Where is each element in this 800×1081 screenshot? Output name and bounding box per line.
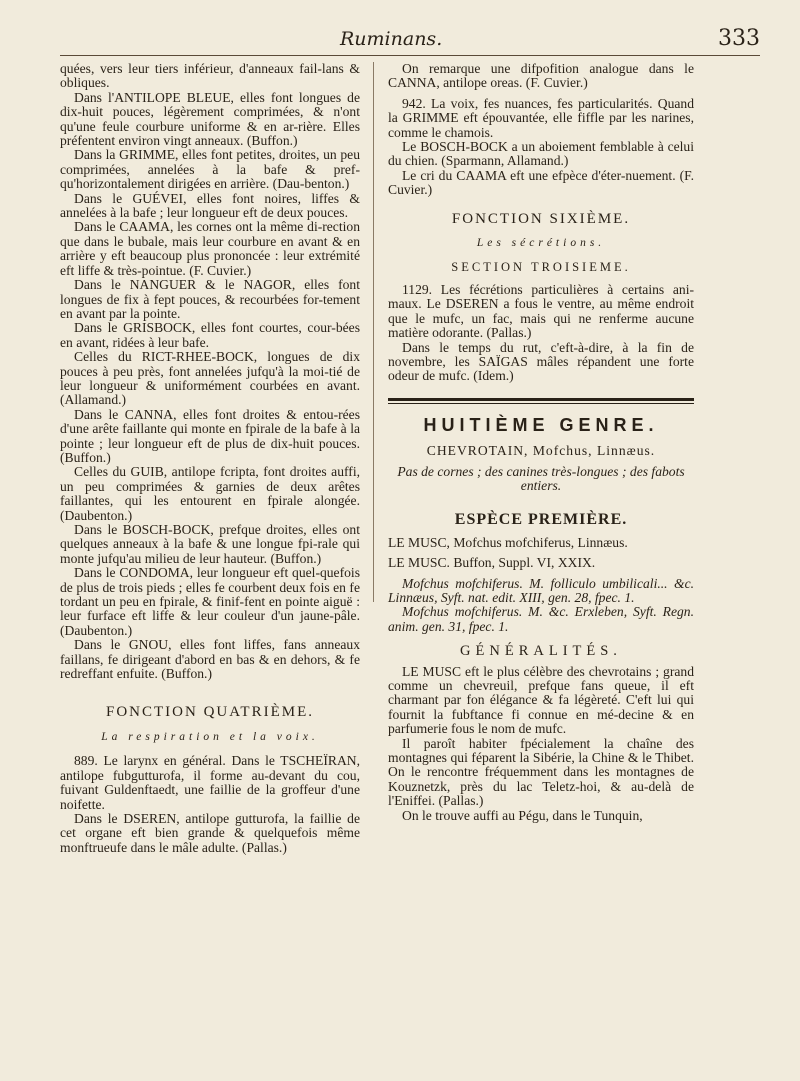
paragraph: Il paroît habiter fpécialement la chaîne des montagnes qui féparent la Sibérie, la Chine & le Thibet. On le rencontre fréquemment dans les montagnes de Kouznetzk, près du lac Teletz-hoi, & au-delà de l'Eniffei. (Pallas.) [388,735,694,809]
paragraph: Dans le BOSCH-BOCK, prefque droites, elles ont quelques anneaux à la bafe & une longue fpi-rale qui monte jufqu'au milieu de leur hauteur. (Buffon.) [60,522,360,566]
paragraph: Dans le GUÉVEI, elles font noires, liffes & annelées à la bafe ; leur longueur eft de deux pouces. [60,190,360,221]
species-synonym: LE MUSC. Buffon, Suppl. VI, XXIX. [388,555,596,571]
paragraph: On le trouve auffi au Pégu, dans le Tunquin, [402,807,643,823]
genus-characters: Pas de cornes ; des canines très-longues ; des fabots entiers. [397,463,685,493]
paragraph: Celles du GUIB, antilope fcripta, font droites auffi, un peu comprimées & garnies de deux arêtes faillantes, qui les entourent en fpirale alongée. (Daubenton.) [60,464,360,523]
genre-heading: HUITIÈME GENRE. [423,414,659,435]
left-column [60,62,360,855]
paragraph: Dans le GRISBOCK, elles font courtes, cour-bées en avant, ridées à leur bafe. [60,320,360,350]
paragraph: Le BOSCH-BOCK a un aboiement femblable à celui du chien. (Sparmann, Allamand.) [388,139,694,169]
paragraph: Dans le DSEREN, antilope gutturofa, la faillie de cet organe eft bien grande & quelquefois même monftrueufe dans le mâle adulte. (Pallas.) [60,810,360,855]
paragraph: 942. La voix, fes nuances, fes particularités. Quand la GRIMME eft épouvantée, elle fiffle par les narines, comme le chamois. [388,95,694,140]
paragraph: Le cri du CAAMA eft une efpèce d'éter-nuement. (F. Cuvier.) [388,167,694,198]
running-title: Ruminans. [340,28,443,50]
subheading: La respiration et la voix. [101,730,319,743]
column-divider [373,62,374,602]
espece-heading: ESPÈCE PREMIÈRE. [454,511,628,529]
section-heading: SECTION TROISIEME. [451,260,631,275]
page-header [60,26,760,54]
paragraph: Celles du RICT-RHEE-BOCK, longues de dix pouces à peu près, font annelées jufqu'à la moi-tié de leur longueur & uniformément courbées en avant. (Allamand.) [60,349,360,408]
paragraph: Dans le NANGUER & le NAGOR, elles font longues de fix à fept pouces, & recourbées for-tement en avant par la pointe. [60,277,360,321]
genus-name: CHEVROTAIN, Mofchus, Linnæus. [426,443,656,459]
paragraph: quées, vers leur tiers inférieur, d'anneaux fail-lans & obliques. [60,61,360,91]
paragraph: Dans l'ANTILOPE BLEUE, elles font longues de dix-huit pouces, légèrement comprimées, & n'ont qu'une feule courbure uniforme & en ar-rière. Elles préfentent environ vingt anneaux. (Buffon.) [60,89,360,149]
fonction-heading: FONCTION QUATRIÈME. [106,704,314,721]
paragraph: Dans le CAAMA, les cornes ont la même di-rection que dans le bubale, mais leur courbure en avant & en arrière y eft beaucoup plus prononcée : leur extrémité eft liffe & très-pointue. (F. Cuvier.) [60,219,360,278]
paragraph: Dans la GRIMME, elles font petites, droites, un peu comprimées, annelées à la bafe & pref-qu'horizontalement dirigées en arrière. (Dau-benton.) [60,147,360,192]
right-column [388,62,694,823]
paragraph: Dans le CONDOMA, leur longueur eft quel-quefois de plus de trois pieds ; elles fe courbent deux fois en fe tordant un peu en fpirale, & finif-fent en pointe aiguë : leur furface eft liffe & leur couleur d'un jaune-pâle. (Daubenton.) [60,565,360,638]
paragraph: Dans le CANNA, elles font droites & entou-rées d'une arête faillante qui monte en fpirale de la bafe à la pointe ; leur longueur eft de plus de dix-huit pouces. (Buffon.) [60,406,360,465]
species-synonym: Mofchus mofchiferus. M. folliculo umbilicali... &c. Linnæus, Syft. nat. edit. XIII, gen. 28, fpec. 1. [388,575,694,605]
paragraph: LE MUSC eft le plus célèbre des chevrotains ; grand comme un chevreuil, prefque fans queue, il eft charmant par fon élégance & fa légèreté. C'eft lui qui fournit la fubftance fi connue en mé-decine & en parfumerie fous le nom de mufc. [388,663,694,737]
subheading: Les sécrétions. [476,237,606,250]
fonction-heading: FONCTION SIXIÈME. [451,210,631,227]
species-name: LE MUSC, Mofchus mofchiferus, Linnæus. [388,534,628,550]
paragraph: On remarque une difpofition analogue dans le CANNA, antilope oreas. (F. Cuvier.) [388,61,694,91]
paragraph: 1129. Les fécrétions particulières à certains ani-maux. Le DSEREN a fous le ventre, au même endroit que le mufc, un fac, mais qui ne renferme aucune matière odorante. (Pallas.) [388,281,694,341]
species-synonym: Mofchus mofchiferus. M. &c. Erxleben, Syft. Regn. anim. gen. 31, fpec. 1. [388,604,694,634]
double-rule [388,398,694,404]
page-number: 333 [718,26,760,51]
generalites-heading: GÉNÉRALITÉS. [460,643,622,660]
paragraph: Dans le GNOU, elles font liffes, fans anneaux faillans, fe dirigeant d'abord en bas & en dehors, & fe redreffant enfuite. (Buffon.) [60,637,360,682]
header-rule [60,55,760,56]
paragraph: Dans le temps du rut, c'eft-à-dire, à la fin de novembre, les SAÏGAS mâles répandent une forte odeur de mufc. (Idem.) [388,339,694,384]
paragraph: 889. Le larynx en général. Dans le TSCHEÏRAN, antilope fubgutturofa, il forme au-devant du cou, fuivant Guldenftaedt, une faillie de la groffeur d'une noifette. [60,753,360,812]
